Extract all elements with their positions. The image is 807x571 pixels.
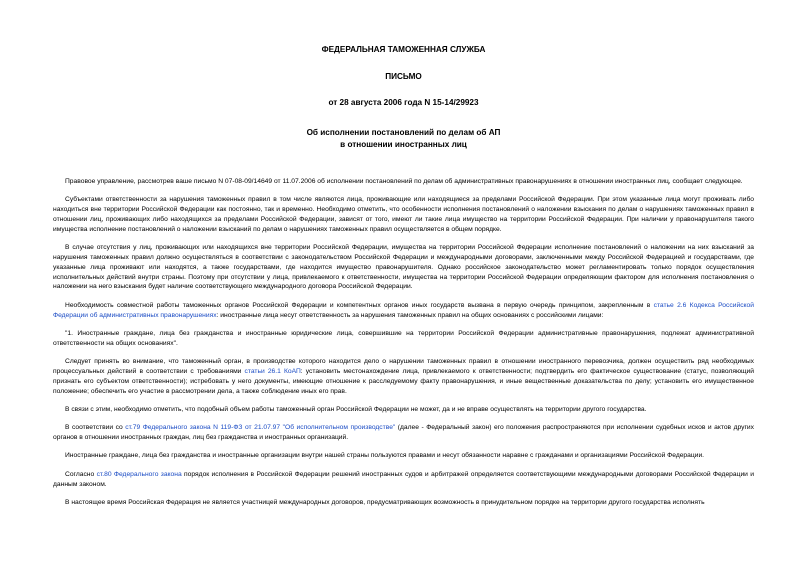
- paragraph-5-quote: "1. Иностранные граждане, лица без гражданства и иностранные юридические лица, совершившие на территории Российской Федерации административные правонарушения, подлежат административной ответственности на общих основаниях".: [53, 329, 754, 347]
- paragraph-8: [53, 423, 754, 443]
- paragraph-6-text-b: : установить местонахождение лица, привлекаемого к ответственности; подтвердить его фактическое существование (статус, позволяющий признать его субъектом ответственности); истребовать у него документы, имеющие отношение к расследуемому факту правонарушения, и иные вещественные доказательства по делу; установить его имущественное положение; обеспечить его участие в рассмотрении дела, а также соблюдение иных его прав.: [53, 367, 754, 395]
- link-koap-article-26-1[interactable]: статьи 26.1 КоАП: [244, 367, 301, 375]
- paragraph-8-text-a: В соответствии со: [65, 424, 126, 432]
- link-federal-law-article-80[interactable]: ст.80 Федерального закона: [96, 470, 182, 478]
- paragraph-6-text-a: Следует принять во внимание, что таможенный орган, в производстве которого находится дело о нарушении таможенных правил в отношении иностранного перевозчика, должен осуществить ряд необходимых процессуальных действий в соответствии с требованиями: [53, 358, 754, 375]
- doc-type: ПИСЬМО: [385, 72, 422, 81]
- paragraph-10-text-a: Согласно: [65, 470, 97, 478]
- paragraph-4: [53, 301, 754, 321]
- doc-date-number: от 28 августа 2006 года N 15-14/29923: [328, 98, 479, 107]
- paragraph-4-text-a: Необходимость совместной работы таможенных органов Российской Федерации и компетентных органов иных государств вызвана в первую очередь принципом, закрепленным в: [65, 301, 654, 309]
- paragraph-10-text-b: порядок исполнения в Российской Федерации решений иностранных судов и арбитражей определяется соответствующими международными договорами Российской Федерации и данным законом.: [53, 470, 755, 488]
- paragraph-6: [53, 357, 754, 396]
- paragraph-11: В настоящее время Российская Федерация не является участницей международных договоров, предусматривающих возможность в принудительном порядке на территории другого государства исполнять: [65, 499, 705, 507]
- doc-subject-line-1: Об исполнении постановлений по делам об АП: [306, 128, 501, 137]
- paragraph-3: В случае отсутствия у лиц, проживающих или находящихся вне территории Российской Федерации, имущества на территории Российской Федерации исполнение постановлений о наложении на них взысканий за нарушения таможенных правил должно осуществляться в соответствии с законодательством Российской Федерации и международными договорами, заключенными между Российской Федерацией и государствами, где указанные лица проживают или находятся, а также государствами, где находится имущество правонарушителя. Однако российское законодательство может регламентировать только порядок осуществления исполнительных действий внутри страны. Поэтому при отсутствии у лица, привлекаемого к ответственности, имущества на территории Российской Федерации определяющим фактором для исполнения постановления о наложении на него взыскания будет наличие соответствующего международного договора Российской Федерации.: [53, 244, 754, 291]
- paragraph-10: [53, 470, 754, 490]
- paragraph-8-text-b: (далее - Федеральный закон) его положения распространяются при исполнении судебных исков и актов других органов в отношении иностранных граждан, лиц без гражданства и иностранных организаций.: [53, 424, 754, 442]
- agency-title: ФЕДЕРАЛЬНАЯ ТАМОЖЕННАЯ СЛУЖБА: [321, 45, 486, 54]
- paragraph-2: Субъектами ответственности за нарушения таможенных правил в том числе являются лица, проживающие или находящиеся за пределами Российской Федерации. При этом указанные лица могут проживать либо находиться вне территории Российской Федерации как постоянно, так и временно. Необходимо отметить, что особенности исполнения постановлений о наложении взыскания по делам о нарушениях таможенных правил в отношении лиц, проживающих либо находящихся за пределами Российской Федерации, зависят от того, имеют ли такие лица имущество на территории Российской Федерации. При наличии у правонарушителя такого имущества исполнение постановлений о наложении взысканий по делам о нарушениях таможенных правил осуществляется в общем порядке.: [53, 196, 754, 233]
- paragraph-4-text-b: : иностранные лица несут ответственность за нарушения таможенных правил на общих основаниях с российскими лицами:: [216, 311, 604, 319]
- paragraph-1: Правовое управление, рассмотрев ваше письмо N 07-08-09/14649 от 11.07.2006 об исполнении постановлений по делам об административных правонарушениях в отношении иностранных лиц, сообщает следующее.: [65, 178, 743, 185]
- doc-subject-line-2: в отношении иностранных лиц: [340, 140, 467, 149]
- link-koap-article-2-6[interactable]: статье 2.6 Кодекса Российской Федерации об административных правонарушениях: [53, 301, 754, 319]
- link-federal-law-119-fz[interactable]: ст.79 Федерального закона N 119-ФЗ от 21.07.97 "Об исполнительном производстве": [125, 424, 396, 432]
- paragraph-9: Иностранные граждане, лица без гражданства и иностранные организации внутри нашей страны пользуются правами и несут обязанности наравне с гражданами и организациями Российской Федерации.: [65, 452, 705, 460]
- paragraph-7: В связи с этим, необходимо отметить, что подобный объем работы таможенный орган Российской Федерации не может, да и не вправе осуществлять на территории другого государства.: [65, 405, 647, 413]
